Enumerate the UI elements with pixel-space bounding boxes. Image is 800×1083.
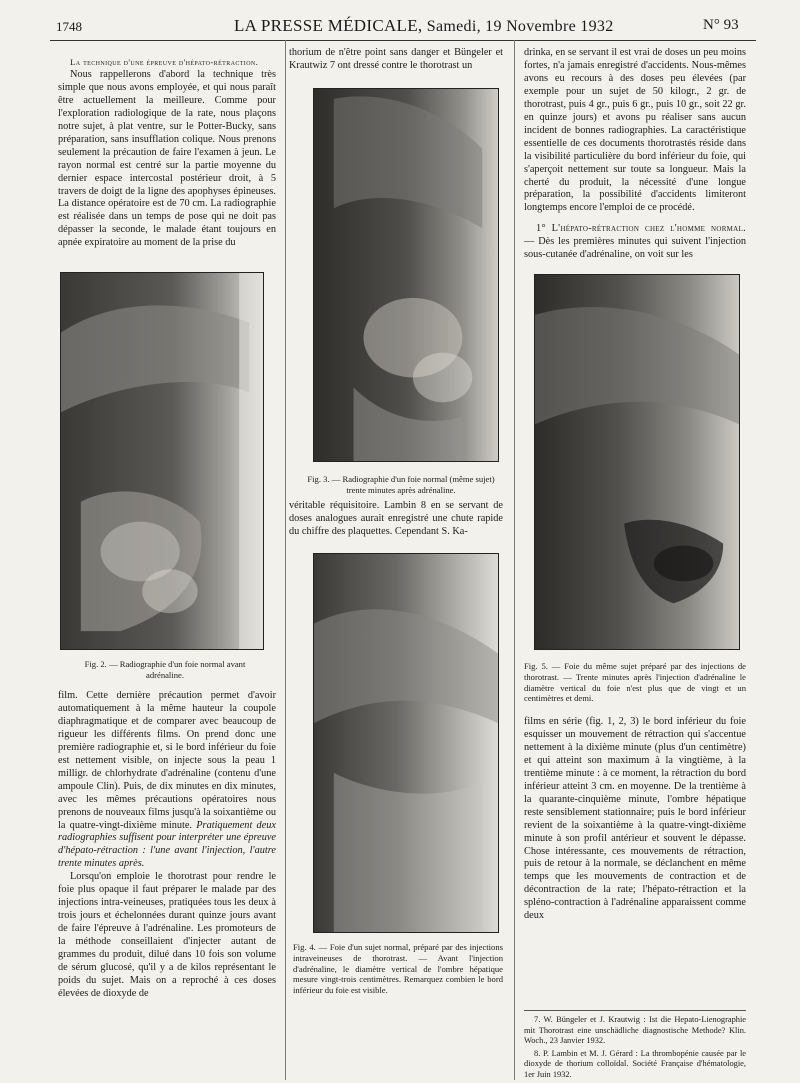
fig4-radiograph bbox=[313, 553, 499, 933]
fig5-xray-image bbox=[535, 275, 739, 649]
col2-top-text bbox=[289, 47, 503, 73]
footnote-8: 8. P. Lambin et M. J. Gérard : La thrombopénie causée par le dioxyde de thorium colloïdal. Société Française d'hématologie, 1er Juin 1932. bbox=[524, 1048, 746, 1079]
fig5-radiograph bbox=[534, 274, 740, 650]
footnote-separator bbox=[524, 1010, 746, 1011]
fig5-caption: Fig. 5. — Foie du même sujet préparé par des injections de thorotrast. — Trente minutes après l'injection d'adrénaline le diamètre vertical du foie n'est plus que de vingt et un centimètres et demi. bbox=[524, 661, 746, 704]
col3-paragraph-2: 1° L'hépato-rétraction chez l'homme normal. — Dès les premières minutes qui suivent l'injection sous-cutanée d'adrénaline, on voit sur les bbox=[524, 223, 746, 261]
fig3-xray-image bbox=[314, 89, 498, 461]
page-number: 1748 bbox=[56, 19, 82, 34]
fig3-caption: Fig. 3. — Radiographie d'un foie normal (même sujet) trente minutes après adrénaline. bbox=[307, 474, 495, 495]
fig2-xray-image bbox=[61, 273, 263, 649]
section-heading: La technique d'une épreuve d'hépato-rétraction. bbox=[70, 57, 259, 67]
header-rule bbox=[50, 40, 756, 41]
fig2-caption: Fig. 2. — Radiographie d'un foie normal avant adrénaline. bbox=[84, 659, 246, 680]
col3-paragraph-3: films en série (fig. 1, 2, 3) le bord inférieur du foie esquisser un mouvement de rétraction qui s'accentue nettement à la dixième minute (plus d'un centimètre) et qui atteint son maximum à la vingtième, à la trentième minute : à ce moment, la rétraction du bord inférieur atteint 3 cm. en moyenne. De la trentième à la quarante-cinquième minute, l'ombre hépatique reste sensiblement stationnaire; puis le bord inférieur revient de la soixantième à la quatre-vingt-dixième minute à son profil antérieur et souvent le dépasse. Chose intéressante, ces mouvements de rétraction, puis de retour à la normale, se déclanchent en même temps que les mouvements de contraction et de décontraction de la rate; l'hépato-rétraction et la spléno-contraction à l'adrénaline apparaissent comme deux bbox=[524, 716, 746, 922]
fig3-radiograph bbox=[313, 88, 499, 462]
col3-bottom-text bbox=[524, 716, 746, 923]
column-divider-left bbox=[285, 40, 286, 1080]
journal-title bbox=[234, 16, 614, 36]
fig2-radiograph bbox=[60, 272, 264, 650]
col3-paragraph-1: drinka, en se servant il est vrai de doses un peu moins fortes, n'a jamais enregistré d'accidents. Nous-mêmes avons eu recours à des doses peu élevées (par exemple pour un sujet de 50 kilogr., 2 gr. de thorotrast, puis 4 gr., puis 6 gr., puis 10 gr., soit 22 gr. en quinze jours) et avons pu réaliser sans aucun incident de bonnes radiographies. La caractéristique essentielle de ces documents thorotrastés réside dans la visibilité particulière du bord inférieur du foie, qui s'aperçoit nettement sur toute sa longueur. Mais la cherté du produit, la nécessité d'une longue préparation, la possibilité d'accidents limiteront longtemps encore l'emploi de ce procédé. bbox=[524, 47, 746, 214]
footnotes bbox=[524, 1010, 746, 1083]
fig4-xray-image bbox=[314, 554, 498, 932]
col1-bottom-text bbox=[58, 690, 276, 1001]
journal-name: LA PRESSE MÉDICALE, bbox=[234, 16, 423, 35]
col1-top-text bbox=[58, 56, 276, 250]
footnote-7: 7. W. Büngeler et J. Krautwig : Ist die Hepato-Lienographie mit Thorotrast eine unschädliche diagnostische Methode? Klin. Woch., 23 Janvier 1932. bbox=[524, 1015, 746, 1046]
col1-paragraph-1: Nous rappellerons d'abord la technique très simple que nous avons employée, et qui nous paraît être actuellement la meilleure. Comme pour l'exploration radiologique de la rate, nous plaçons notre sujet, à plat ventre, sur le Potter-Bucky, sans préparation, sans insufflation colique. Nous prenons seulement la précaution de faire l'examen à jeun. Le rayon normal est centré sur la partie moyenne du dernier espace intercostal postérieur droit, à 5 travers de doigt de la ligne des apophyses épineuses. La distance opératoire est de 70 cm. La radiographie est réalisée dans un temps de pose qui ne doit pas dépasser la seconde, le malade étant toujours en apnée expiratoire au moment de la prise du bbox=[58, 68, 276, 249]
col2-middle-text bbox=[289, 500, 503, 539]
col3-top-text bbox=[524, 47, 746, 262]
col1-paragraph-2: film. Cette dernière précaution permet d'avoir automatiquement à la même hauteur la coupole diaphragmatique et de comparer avec beaucoup de rigueur les différents films. On prend donc une première radiographie et, si le bord inférieur du foie est nettement visible, on injecte sous la peau 1 milligr. de chlorhydrate d'adrénaline (contenu d'une ampoule Clin). Puis, de dix minutes en dix minutes, avec les mêmes précautions opératoires nous prenons de nouveaux films jusqu'à la soixantième ou la quatre-vingt-dixième minute. Pratiquement deux radiographies suffisent pour interpréter une épreuve d'hépato-rétraction : l'une avant l'injection, l'autre trente minutes après. bbox=[58, 690, 276, 870]
col1-italic-sentence: Pratiquement deux radiographies suffisent pour interpréter une épreuve d'hépato-rétraction : l'une avant l'injection, l'autre trente minutes après. bbox=[58, 819, 276, 870]
col2-paragraph-2: véritable réquisitoire. Lambin 8 en se servant de doses analogues aurait enregistré une chute rapide du chiffre des plaquettes. Cependant S. Ka- bbox=[289, 500, 503, 537]
col2-paragraph-1: thorium de n'être point sans danger et Büngeler et Krautwiz 7 ont dressé contre le thorotrast un bbox=[289, 47, 503, 71]
issue-number: N° 93 bbox=[703, 17, 739, 33]
column-divider-right bbox=[514, 40, 515, 1080]
col1-paragraph-3: Lorsqu'on emploie le thorotrast pour rendre le foie plus opaque il faut préparer le malade par des injections intra-veineuses, pratiquées tous les deux à trois jours et échelonnées durant quinze jours avant de faire l'épreuve à l'adrénaline. Les promoteurs de la méthode conseillaient d'injecter autant de grammes du produit, dilué dans 10 fois son volume de sérum glucosé, qu'il y a de kilos représentant le poids du sujet. Mais on a reproché à ces doses élevées de dioxyde de bbox=[58, 871, 276, 999]
section-heading-2: 1° L'hépato-rétraction chez l'homme normal. bbox=[536, 223, 746, 235]
fig4-caption: Fig. 4. — Foie d'un sujet normal, préparé par des injections intraveineuses de thorotrast. — Avant l'injection d'adrénaline, le diamètre vertical de l'ombre hépatique mesure vingt-trois centimètres. Remarquez combien le bord inférieur du foie est visible. bbox=[293, 942, 503, 996]
page-header bbox=[0, 14, 800, 38]
issue-date: Samedi, 19 Novembre 1932 bbox=[426, 18, 614, 35]
